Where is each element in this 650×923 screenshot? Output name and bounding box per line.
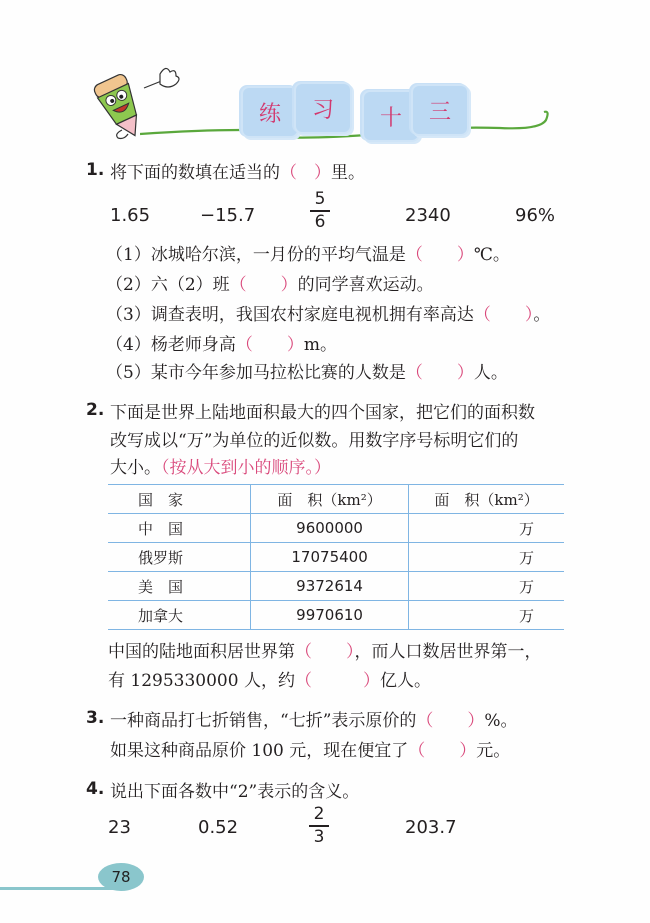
table-row [108, 514, 564, 543]
area-cell: 9600000 [250, 514, 408, 543]
text: 一种商品打七折销售，“七折”表示原价的 [110, 711, 417, 731]
q1-prompt-paren: （ ） [280, 163, 331, 183]
q1-prompt-end: 里。 [331, 163, 365, 183]
header-area: 面 积（km²） [250, 485, 408, 514]
q3-number: 3. [86, 708, 105, 728]
table-row [108, 601, 564, 630]
q2-number: 2. [86, 400, 105, 420]
area-cell: 9372614 [250, 572, 408, 601]
q1-number: 1. [86, 160, 105, 180]
footer-line [0, 887, 120, 890]
q4-fraction-numerator: 2 [313, 804, 325, 824]
q2-note: （按从大到小的顺序。） [161, 458, 331, 478]
country-cell: 加拿大 [108, 601, 250, 630]
title-char-4: 三 [413, 86, 467, 134]
table-row [108, 543, 564, 572]
text: 中国的陆地面积居世界第 [108, 642, 295, 662]
q1-number-4: 96% [515, 205, 556, 226]
answer-blank[interactable]: （ ） [416, 711, 485, 731]
item-label: （5） [106, 363, 151, 383]
country-cell: 中 国 [108, 514, 250, 543]
q1-item-5 [106, 358, 508, 383]
title-char-1: 练 [243, 88, 297, 136]
answer-cell[interactable]: 万 [409, 601, 564, 630]
item-text-end: 。 [533, 305, 551, 325]
q4-prompt: 说出下面各数中“2”表示的含义。 [110, 782, 360, 802]
q1-fraction-numerator: 5 [314, 189, 326, 209]
q4-fraction-denominator: 3 [313, 826, 325, 847]
item-text: 杨老师身高 [150, 335, 236, 355]
text: ，而人口数居世界第一， [354, 642, 542, 662]
item-text: 冰城哈尔滨，一月份的平均气温是 [150, 245, 406, 265]
item-text: 某市今年参加马拉松比赛的人数是 [150, 363, 406, 383]
answer-cell[interactable]: 万 [409, 572, 564, 601]
page-number-badge: 78 [98, 863, 144, 891]
item-label: （3） [106, 305, 151, 325]
answer-blank[interactable]: （ ） [229, 275, 298, 295]
item-label: （2） [106, 275, 151, 295]
item-text: 六（2）班 [150, 275, 230, 295]
title-char-2: 习 [296, 84, 350, 132]
item-label: （1） [106, 245, 151, 265]
q4-number: 4. [86, 779, 105, 799]
q1-number-3: 2340 [405, 205, 451, 226]
q2-line-2: 改写成以“万”为单位的近似数。用数字序号标明它们的 [110, 431, 519, 451]
answer-blank[interactable]: （ ） [235, 335, 304, 355]
q1-number-2: −15.7 [200, 205, 256, 226]
item-text-end: ℃。 [473, 245, 510, 265]
header-country: 国 家 [108, 485, 250, 514]
q2-line-1: 下面是世界上陆地面积最大的四个国家，把它们的面积数 [110, 403, 535, 423]
answer-cell[interactable]: 万 [409, 543, 564, 572]
q1-item-1 [106, 240, 510, 265]
text: 元。 [476, 741, 511, 761]
table-header-row [108, 485, 564, 514]
q2-after-line-2 [108, 666, 431, 691]
q1-fraction [310, 190, 330, 232]
table-row [108, 572, 564, 601]
q2-line-3-text: 大小。 [110, 458, 161, 478]
item-text: 调查表明，我国农村家庭电视机拥有率高达 [150, 305, 474, 325]
q1-prompt-text: 将下面的数填在适当的 [110, 163, 280, 183]
answer-blank[interactable]: （ ） [408, 741, 477, 761]
answer-blank[interactable]: （ ） [295, 642, 355, 662]
q1-prompt [110, 158, 365, 183]
item-text-end: 的同学喜欢运动。 [297, 275, 434, 295]
item-label: （4） [106, 335, 151, 355]
q3-line-2 [110, 736, 510, 761]
q2-after-line-1 [108, 637, 542, 662]
vine-decoration-icon [140, 100, 560, 140]
q1-item-3 [106, 300, 550, 325]
q1-fraction-denominator: 6 [314, 211, 326, 232]
q2-line-3 [110, 453, 331, 478]
area-cell: 9970610 [250, 601, 408, 630]
answer-blank[interactable]: （ ） [405, 245, 474, 265]
text: %。 [484, 711, 518, 731]
answer-blank[interactable]: （ ） [405, 363, 474, 383]
area-table [108, 484, 564, 630]
title-char-3: 十 [364, 92, 418, 140]
q1-item-4 [106, 330, 337, 355]
q4-number-1: 23 [108, 817, 131, 838]
answer-cell[interactable]: 万 [409, 514, 564, 543]
q4-number-3: 203.7 [405, 817, 457, 838]
country-cell: 美 国 [108, 572, 250, 601]
item-text-end: 人。 [473, 363, 508, 383]
answer-blank[interactable]: （ ） [473, 305, 534, 325]
country-cell: 俄罗斯 [108, 543, 250, 572]
answer-blank[interactable]: （ ） [294, 671, 380, 691]
q1-item-2 [106, 270, 434, 295]
q4-number-2: 0.52 [198, 817, 239, 838]
header-area-wan: 面 积（km²） [409, 485, 564, 514]
q3-line-1 [110, 706, 518, 731]
text: 有 1295330000 人，约 [108, 671, 295, 691]
text: 如果这种商品原价 100 元，现在便宜了 [110, 741, 409, 761]
q4-fraction [309, 805, 329, 847]
item-text-end: m。 [303, 335, 337, 355]
q1-number-1: 1.65 [110, 205, 151, 226]
text: 亿人。 [379, 671, 431, 691]
area-cell: 17075400 [250, 543, 408, 572]
